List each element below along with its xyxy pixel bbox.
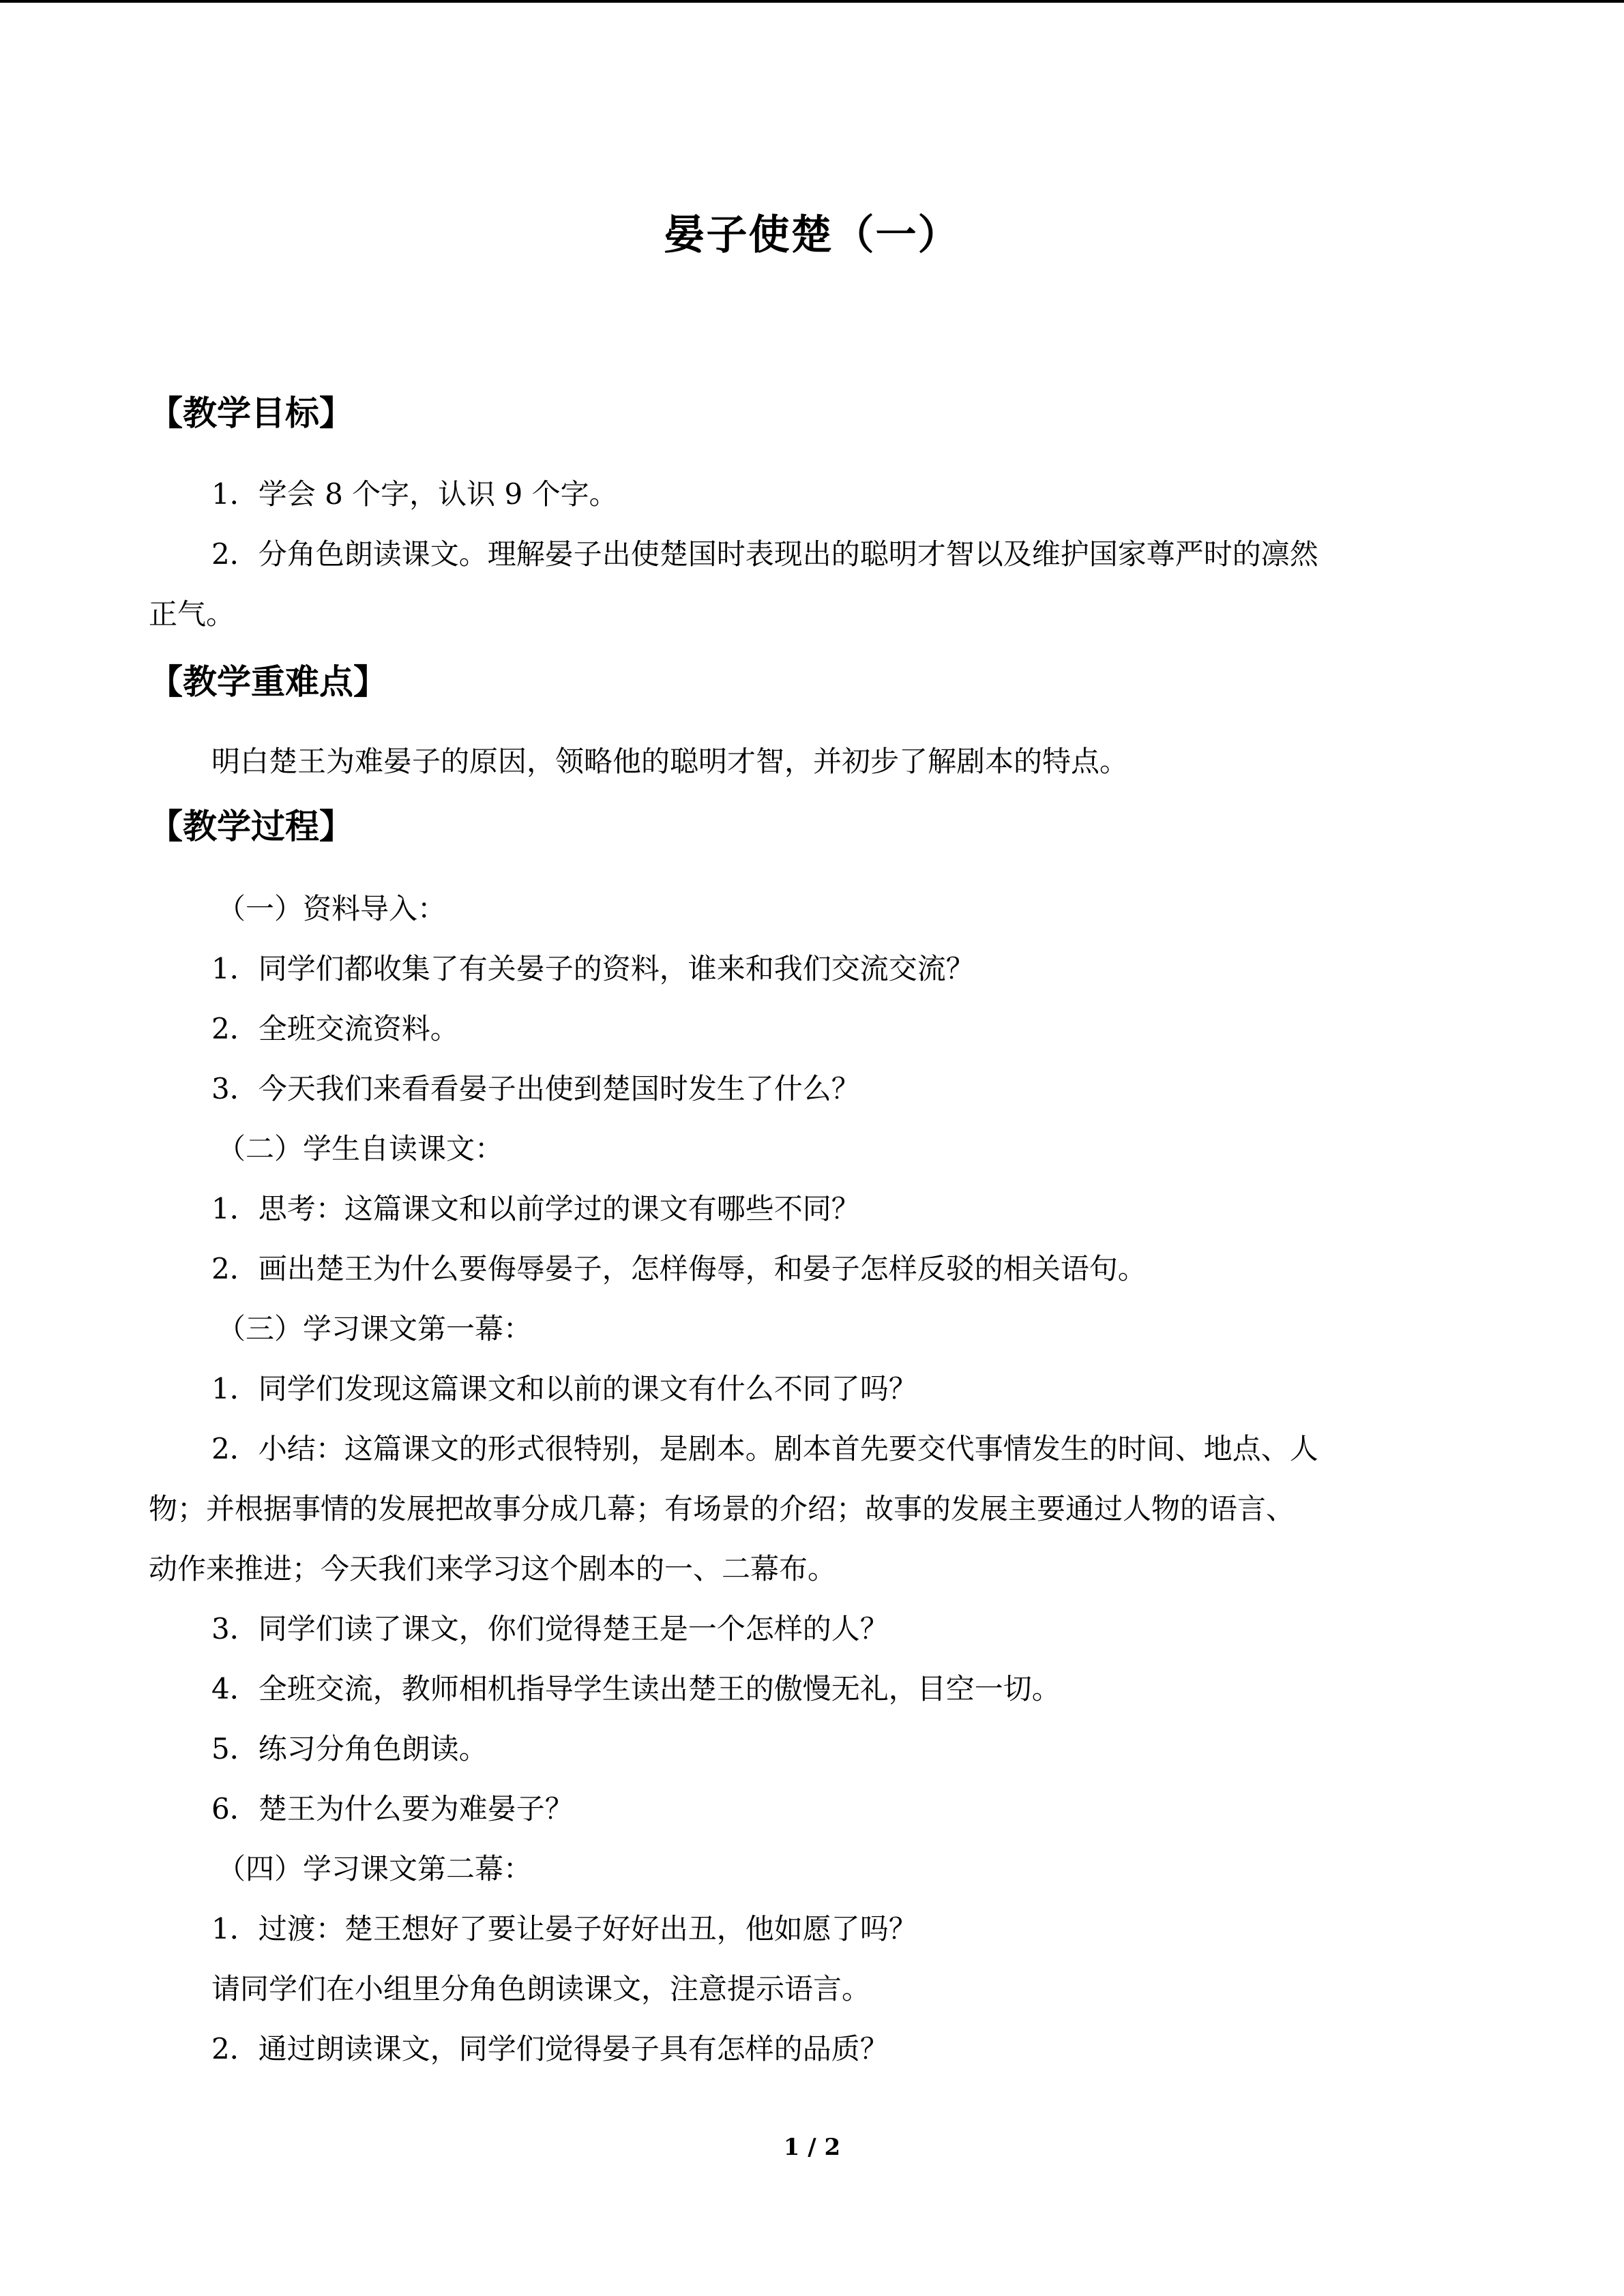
section-heading-process: 【教学过程】 — [149, 807, 353, 846]
process-line: 4．全班交流，教师相机指导学生读出楚王的傲慢无礼，目空一切。 — [211, 1672, 1061, 1705]
process-line: 2．小结：这篇课文的形式很特别，是剧本。剧本首先要交代事情发生的时间、地点、人 — [211, 1432, 1318, 1465]
process-subheading-1: （一）资料导入： — [217, 892, 447, 925]
objective-item-2-continued: 正气。 — [149, 597, 235, 631]
objective-item-1: 1．学会 8 个字，认识 9 个字。 — [211, 477, 618, 511]
process-line: 6．楚王为什么要为难晏子？ — [211, 1792, 574, 1825]
process-line: 1．同学们发现这篇课文和以前的课文有什么不同了吗？ — [211, 1372, 917, 1405]
process-line-continued: 动作来推进；今天我们来学习这个剧本的一、二幕布。 — [149, 1552, 837, 1585]
process-line-continued: 物；并根据事情的发展把故事分成几幕；有场景的介绍；故事的发展主要通过人物的语言、 — [149, 1492, 1295, 1525]
process-subheading-4: （四）学习课文第二幕： — [217, 1852, 533, 1885]
process-line: 1．同学们都收集了有关晏子的资料，谁来和我们交流交流？ — [211, 952, 975, 985]
key-point-text: 明白楚王为难晏子的原因，领略他的聪明才智，并初步了解剧本的特点。 — [211, 745, 1129, 778]
section-heading-key-points: 【教学重难点】 — [149, 662, 387, 702]
top-border-line — [0, 0, 1624, 3]
process-subheading-3: （三）学习课文第一幕： — [217, 1312, 533, 1345]
process-line: 2．画出楚王为什么要侮辱晏子，怎样侮辱，和晏子怎样反驳的相关语句。 — [211, 1252, 1147, 1285]
section-heading-objectives: 【教学目标】 — [149, 393, 353, 433]
process-line: 2．通过朗读课文，同学们觉得晏子具有怎样的品质？ — [211, 2032, 889, 2066]
process-line: 5．练习分角色朗读。 — [211, 1732, 488, 1765]
objective-item-2: 2．分角色朗读课文。理解晏子出使楚国时表现出的聪明才智以及维护国家尊严时的凛然 — [211, 537, 1318, 571]
process-subheading-2: （二）学生自读课文： — [217, 1132, 504, 1165]
page-title: 晏子使楚（一） — [664, 211, 960, 259]
process-line: 3．今天我们来看看晏子出使到楚国时发生了什么？ — [211, 1072, 860, 1105]
process-line: 3．同学们读了课文，你们觉得楚王是一个怎样的人？ — [211, 1612, 889, 1645]
process-line: 2．全班交流资料。 — [211, 1012, 459, 1045]
process-line: 请同学们在小组里分角色朗读课文，注意提示语言。 — [211, 1972, 871, 2006]
process-line: 1．过渡：楚王想好了要让晏子好好出丑，他如愿了吗？ — [211, 1912, 917, 1945]
process-line: 1．思考：这篇课文和以前学过的课文有哪些不同？ — [211, 1192, 860, 1225]
page-number: 1 / 2 — [783, 2134, 841, 2161]
